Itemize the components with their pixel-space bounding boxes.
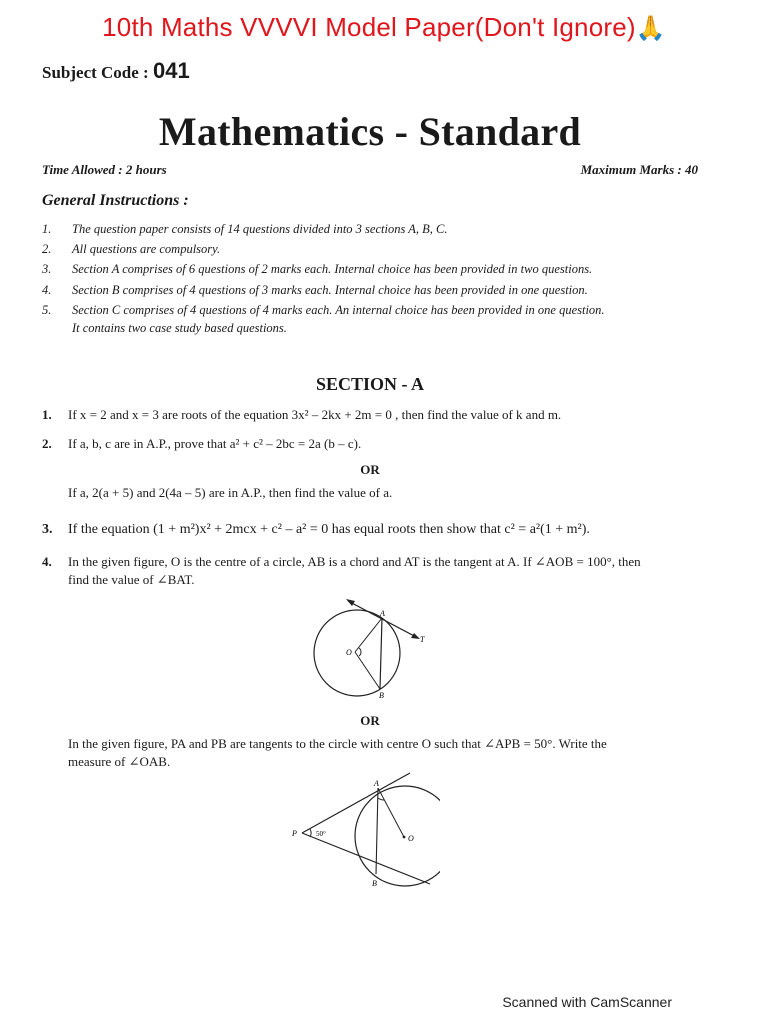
alternative-text: In the given figure, PA and PB are tangents to the circle with centre O such that ∠APB = 50°. Write the [68,736,607,751]
question-number: 2. [42,436,52,451]
arrow-left-icon [346,599,355,606]
question-number: 4. [42,554,52,569]
label-a: A [380,609,385,618]
instruction-number: 4. [42,283,52,297]
centre-point [403,836,406,839]
tangents-figure [280,770,440,895]
question-3 [42,521,722,539]
label-p: P [292,829,297,838]
or-divider: OR [360,462,380,477]
chord-ab [376,788,378,874]
question-text: In the given figure, O is the centre of a circle, AB is a chord and AT is the tangent at A. If ∠AOB = 100°, then [68,554,641,569]
label-a: A [374,779,379,788]
instruction-number: 5. [42,303,52,317]
instruction-item [42,301,712,337]
question-1 [42,406,722,424]
instruction-number: 3. [42,262,52,276]
angle-arc [310,829,311,837]
label-o: O [346,648,352,657]
question-number: 3. [42,522,53,537]
question-number: 1. [42,407,52,422]
folded-hands-icon: 🙏 [635,14,666,42]
tangent-line [348,601,418,638]
instruction-item [42,281,712,299]
time-allowed: Time Allowed : 2 hours [42,162,167,177]
subject-code-line [42,58,190,84]
instruction-text: The question paper consists of 14 questions divided into 3 sections A, B, C. [72,222,448,236]
label-o: O [408,834,414,843]
subject-code-label: Subject Code : [42,63,149,82]
paper-title: Mathematics - Standard [158,109,582,154]
instruction-text-continued: It contains two case study based questions. [72,321,287,335]
angle-arc [359,648,361,656]
question-4 [42,553,722,589]
page-banner [0,12,768,43]
instruction-text: Section B comprises of 4 questions of 3 marks each. Internal choice has been provided in one question. [72,283,588,297]
circle-outline [314,610,400,696]
label-b: B [379,691,384,700]
question-text: If the equation (1 + m²)x² + 2mcx + c² – a² = 0 has equal roots then show that c² = a²(1 + m²). [68,522,590,537]
banner-text: 10th Maths VVVVI Model Paper(Don't Ignore) [102,12,636,42]
instruction-item [42,260,712,278]
instruction-item [42,240,712,258]
radius-oa [378,788,404,837]
question-text-continued: find the value of ∠BAT. [68,572,195,587]
section-a-heading: SECTION - A [315,374,425,394]
instruction-number: 2. [42,242,52,256]
circle-tangent-figure [300,592,440,702]
instructions-heading: General Instructions : [42,192,189,209]
instruction-text: Section C comprises of 4 questions of 4 marks each. An internal choice has been provided in one question. [72,303,605,317]
question-2-alternative: If a, 2(a + 5) and 2(4a – 5) are in A.P., then find the value of a. [68,485,393,500]
instruction-text: Section A comprises of 6 questions of 2 marks each. Internal choice has been provided in two questions. [72,262,593,276]
instruction-number: 1. [42,222,52,236]
instruction-text: All questions are compulsory. [72,242,221,256]
alternative-text-continued: measure of ∠OAB. [68,754,171,769]
radius-ob [355,652,380,689]
scanner-watermark: Scanned with CamScanner [502,994,672,1010]
label-b: B [372,879,377,888]
maximum-marks: Maximum Marks : 40 [580,162,698,177]
question-text: If a, b, c are in A.P., prove that a² + c² – 2bc = 2a (b – c). [68,436,362,451]
question-2 [42,435,722,453]
angle-label: 50° [316,830,326,838]
question-text: If x = 2 and x = 3 are roots of the equation 3x² – 2kx + 2m = 0 , then find the value of k and m. [68,407,562,422]
question-4-alternative [68,735,718,771]
radius-oa [355,618,382,652]
or-divider: OR [360,713,380,728]
arrow-right-icon [411,633,420,639]
label-t: T [420,635,425,644]
subject-code-value: 041 [152,58,190,83]
chord-ab [380,618,382,689]
instruction-item [42,220,712,238]
